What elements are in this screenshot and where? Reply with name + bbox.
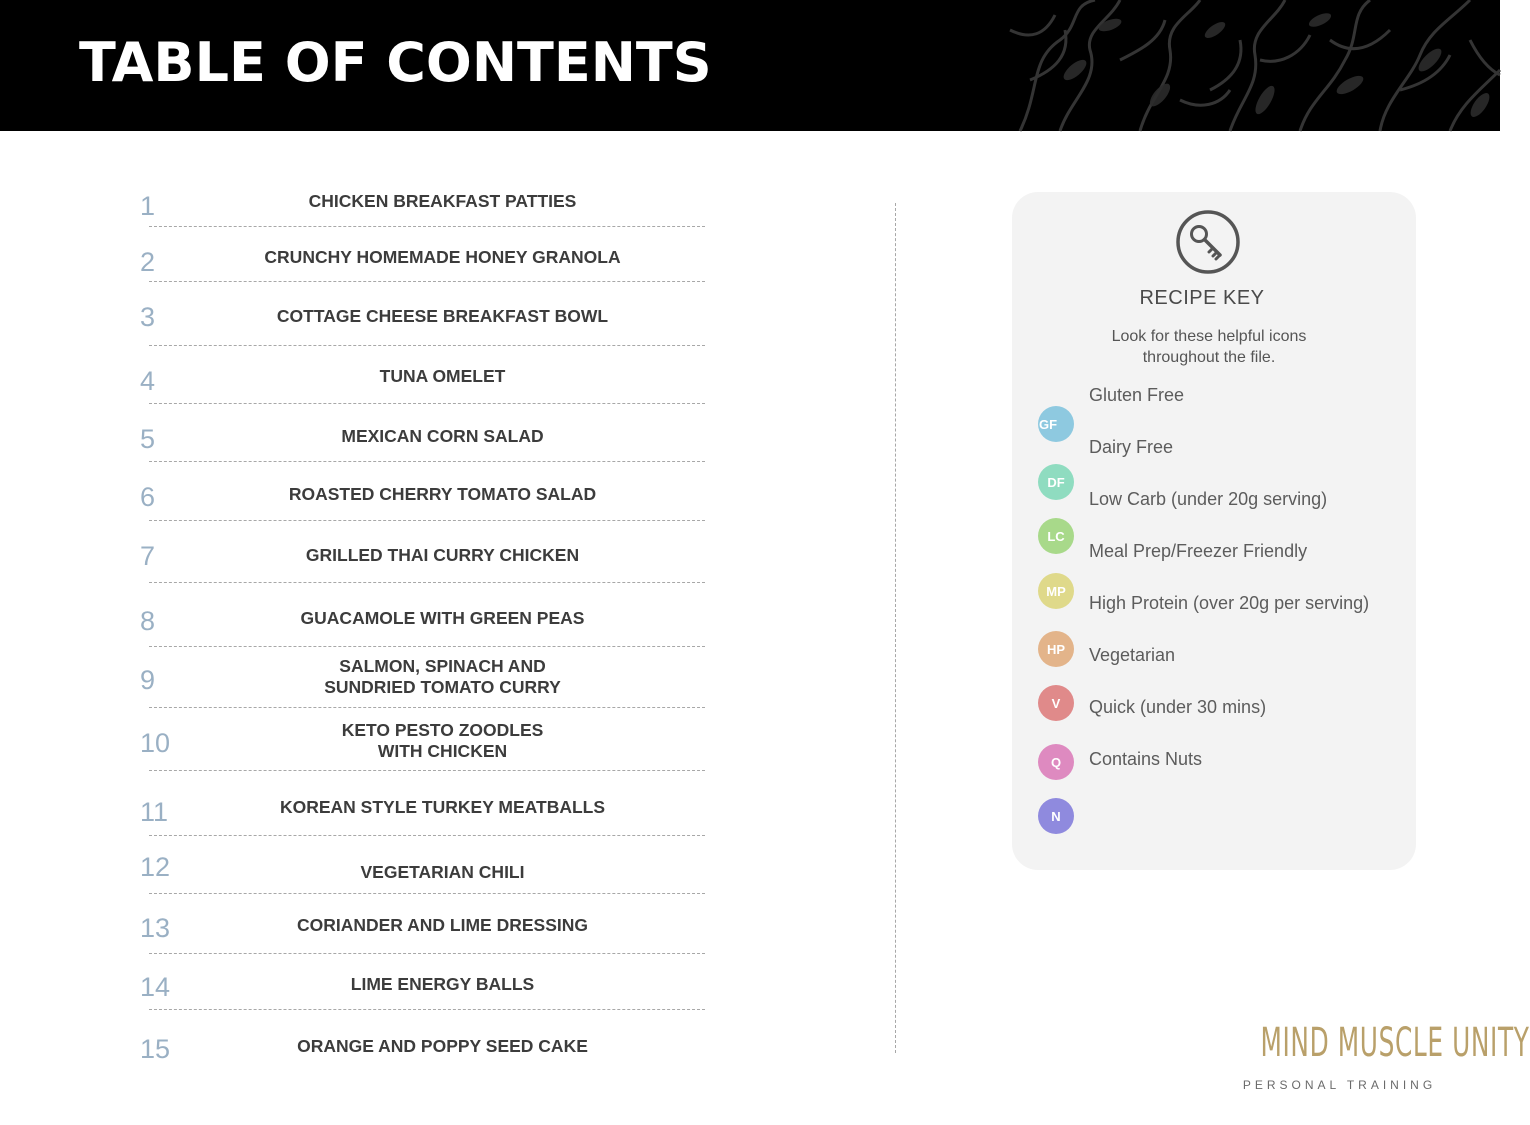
- toc-number: 2: [140, 247, 156, 277]
- toc-title[interactable]: [180, 366, 705, 387]
- toc-number: 7: [140, 541, 156, 571]
- toc-title-line: TUNA OMELET: [379, 366, 506, 386]
- toc-title-line: KETO PESTO ZOODLES: [341, 720, 544, 740]
- toc-title-line: CHICKEN BREAKFAST PATTIES: [308, 191, 577, 211]
- recipe-key-title: RECIPE KEY: [1139, 287, 1265, 309]
- lc-badge-icon: LC: [1038, 518, 1074, 554]
- q-badge-icon: Q: [1038, 744, 1074, 780]
- toc-number: 6: [140, 482, 156, 512]
- toc-title-line: MEXICAN CORN SALAD: [341, 426, 544, 446]
- row-divider: [149, 646, 705, 647]
- legend-label-gluten-free: Gluten Free: [1089, 385, 1185, 405]
- toc-title[interactable]: [180, 797, 705, 818]
- description-line: Look for these helpful icons: [1111, 328, 1307, 345]
- toc-title[interactable]: [180, 306, 705, 327]
- toc-title[interactable]: [180, 720, 705, 762]
- toc-title[interactable]: [180, 247, 705, 268]
- row-divider: [149, 1009, 705, 1010]
- toc-number: 3: [140, 302, 156, 332]
- toc-title-line: GRILLED THAI CURRY CHICKEN: [305, 545, 580, 565]
- row-divider: [149, 461, 705, 462]
- toc-title-line: GUACAMOLE WITH GREEN PEAS: [300, 608, 585, 628]
- row-divider: [149, 707, 705, 708]
- toc-title[interactable]: [180, 862, 705, 883]
- hp-badge-icon: HP: [1038, 631, 1074, 667]
- v-badge-icon: V: [1038, 685, 1074, 721]
- toc-number: 11: [140, 797, 169, 827]
- legend-label-high-protein: High Protein (over 20g per serving): [1089, 593, 1370, 613]
- row-divider: [149, 345, 705, 346]
- toc-title[interactable]: [180, 484, 705, 505]
- row-divider: [149, 226, 705, 227]
- df-badge-icon: DF: [1038, 464, 1074, 500]
- toc-title-line: ORANGE AND POPPY SEED CAKE: [297, 1036, 588, 1056]
- row-divider: [149, 770, 705, 771]
- toc-title[interactable]: [180, 426, 705, 447]
- toc-number: 12: [140, 852, 171, 882]
- brand-logo: [1212, 1020, 1530, 1100]
- gf-badge-icon: GF: [1038, 406, 1074, 442]
- toc-title-line: CRUNCHY HOMEMADE HONEY GRANOLA: [264, 247, 621, 267]
- legend-label-dairy-free: Dairy Free: [1089, 437, 1174, 457]
- toc-title-line: SALMON, SPINACH AND: [339, 656, 546, 676]
- recipe-key-description: [1012, 326, 1406, 368]
- toc-number: 1: [140, 191, 156, 221]
- legend-label-meal-prep: Meal Prep/Freezer Friendly: [1089, 541, 1308, 561]
- brand-name: MIND MUSCLE UNITY: [1260, 1020, 1530, 1066]
- legend-label-vegetarian: Vegetarian: [1089, 645, 1176, 665]
- toc-title[interactable]: [180, 656, 705, 698]
- toc-title-line: ROASTED CHERRY TOMATO SALAD: [288, 484, 597, 504]
- toc-number: 10: [140, 728, 171, 758]
- key-icon: [1175, 209, 1241, 275]
- toc-title[interactable]: [180, 608, 705, 629]
- toc-number: 8: [140, 606, 156, 636]
- row-divider: [149, 281, 705, 282]
- toc-title-line: WITH CHICKEN: [377, 741, 508, 761]
- row-divider: [149, 403, 705, 404]
- legend-label-contains-nuts: Contains Nuts: [1089, 749, 1203, 769]
- toc-number: 9: [140, 665, 156, 695]
- toc-number: 5: [140, 424, 156, 454]
- mp-badge-icon: MP: [1038, 573, 1074, 609]
- toc-title[interactable]: [180, 191, 705, 212]
- leaf-decoration-icon: [1000, 0, 1500, 131]
- toc-number: 14: [140, 972, 171, 1002]
- toc-title[interactable]: [180, 974, 705, 995]
- row-divider: [149, 953, 705, 954]
- toc-title-line: COTTAGE CHEESE BREAKFAST BOWL: [276, 306, 609, 326]
- toc-title[interactable]: [180, 915, 705, 936]
- row-divider: [149, 520, 705, 521]
- brand-tagline: PERSONAL TRAINING: [1242, 1078, 1437, 1092]
- row-divider: [149, 835, 705, 836]
- column-divider: [895, 203, 896, 1053]
- toc-number: 4: [140, 366, 156, 396]
- toc-title-line: CORIANDER AND LIME DRESSING: [296, 915, 589, 935]
- page-header: [0, 0, 1500, 131]
- toc-title-line: SUNDRIED TOMATO CURRY: [324, 677, 561, 697]
- legend-label-low-carb: Low Carb (under 20g serving): [1089, 489, 1328, 509]
- page-title: TABLE OF CONTENTS: [79, 31, 712, 94]
- row-divider: [149, 893, 705, 894]
- toc-title-line: LIME ENERGY BALLS: [350, 974, 535, 994]
- toc-title-line: VEGETARIAN CHILI: [360, 862, 525, 882]
- toc-number: 13: [140, 913, 171, 943]
- toc-title[interactable]: [180, 1036, 705, 1057]
- description-line: throughout the file.: [1142, 349, 1276, 366]
- legend-label-quick: Quick (under 30 mins): [1089, 697, 1267, 717]
- toc-title-line: KOREAN STYLE TURKEY MEATBALLS: [279, 797, 606, 817]
- toc-title[interactable]: [180, 545, 705, 566]
- n-badge-icon: N: [1038, 798, 1074, 834]
- toc-number: 15: [140, 1034, 171, 1064]
- row-divider: [149, 582, 705, 583]
